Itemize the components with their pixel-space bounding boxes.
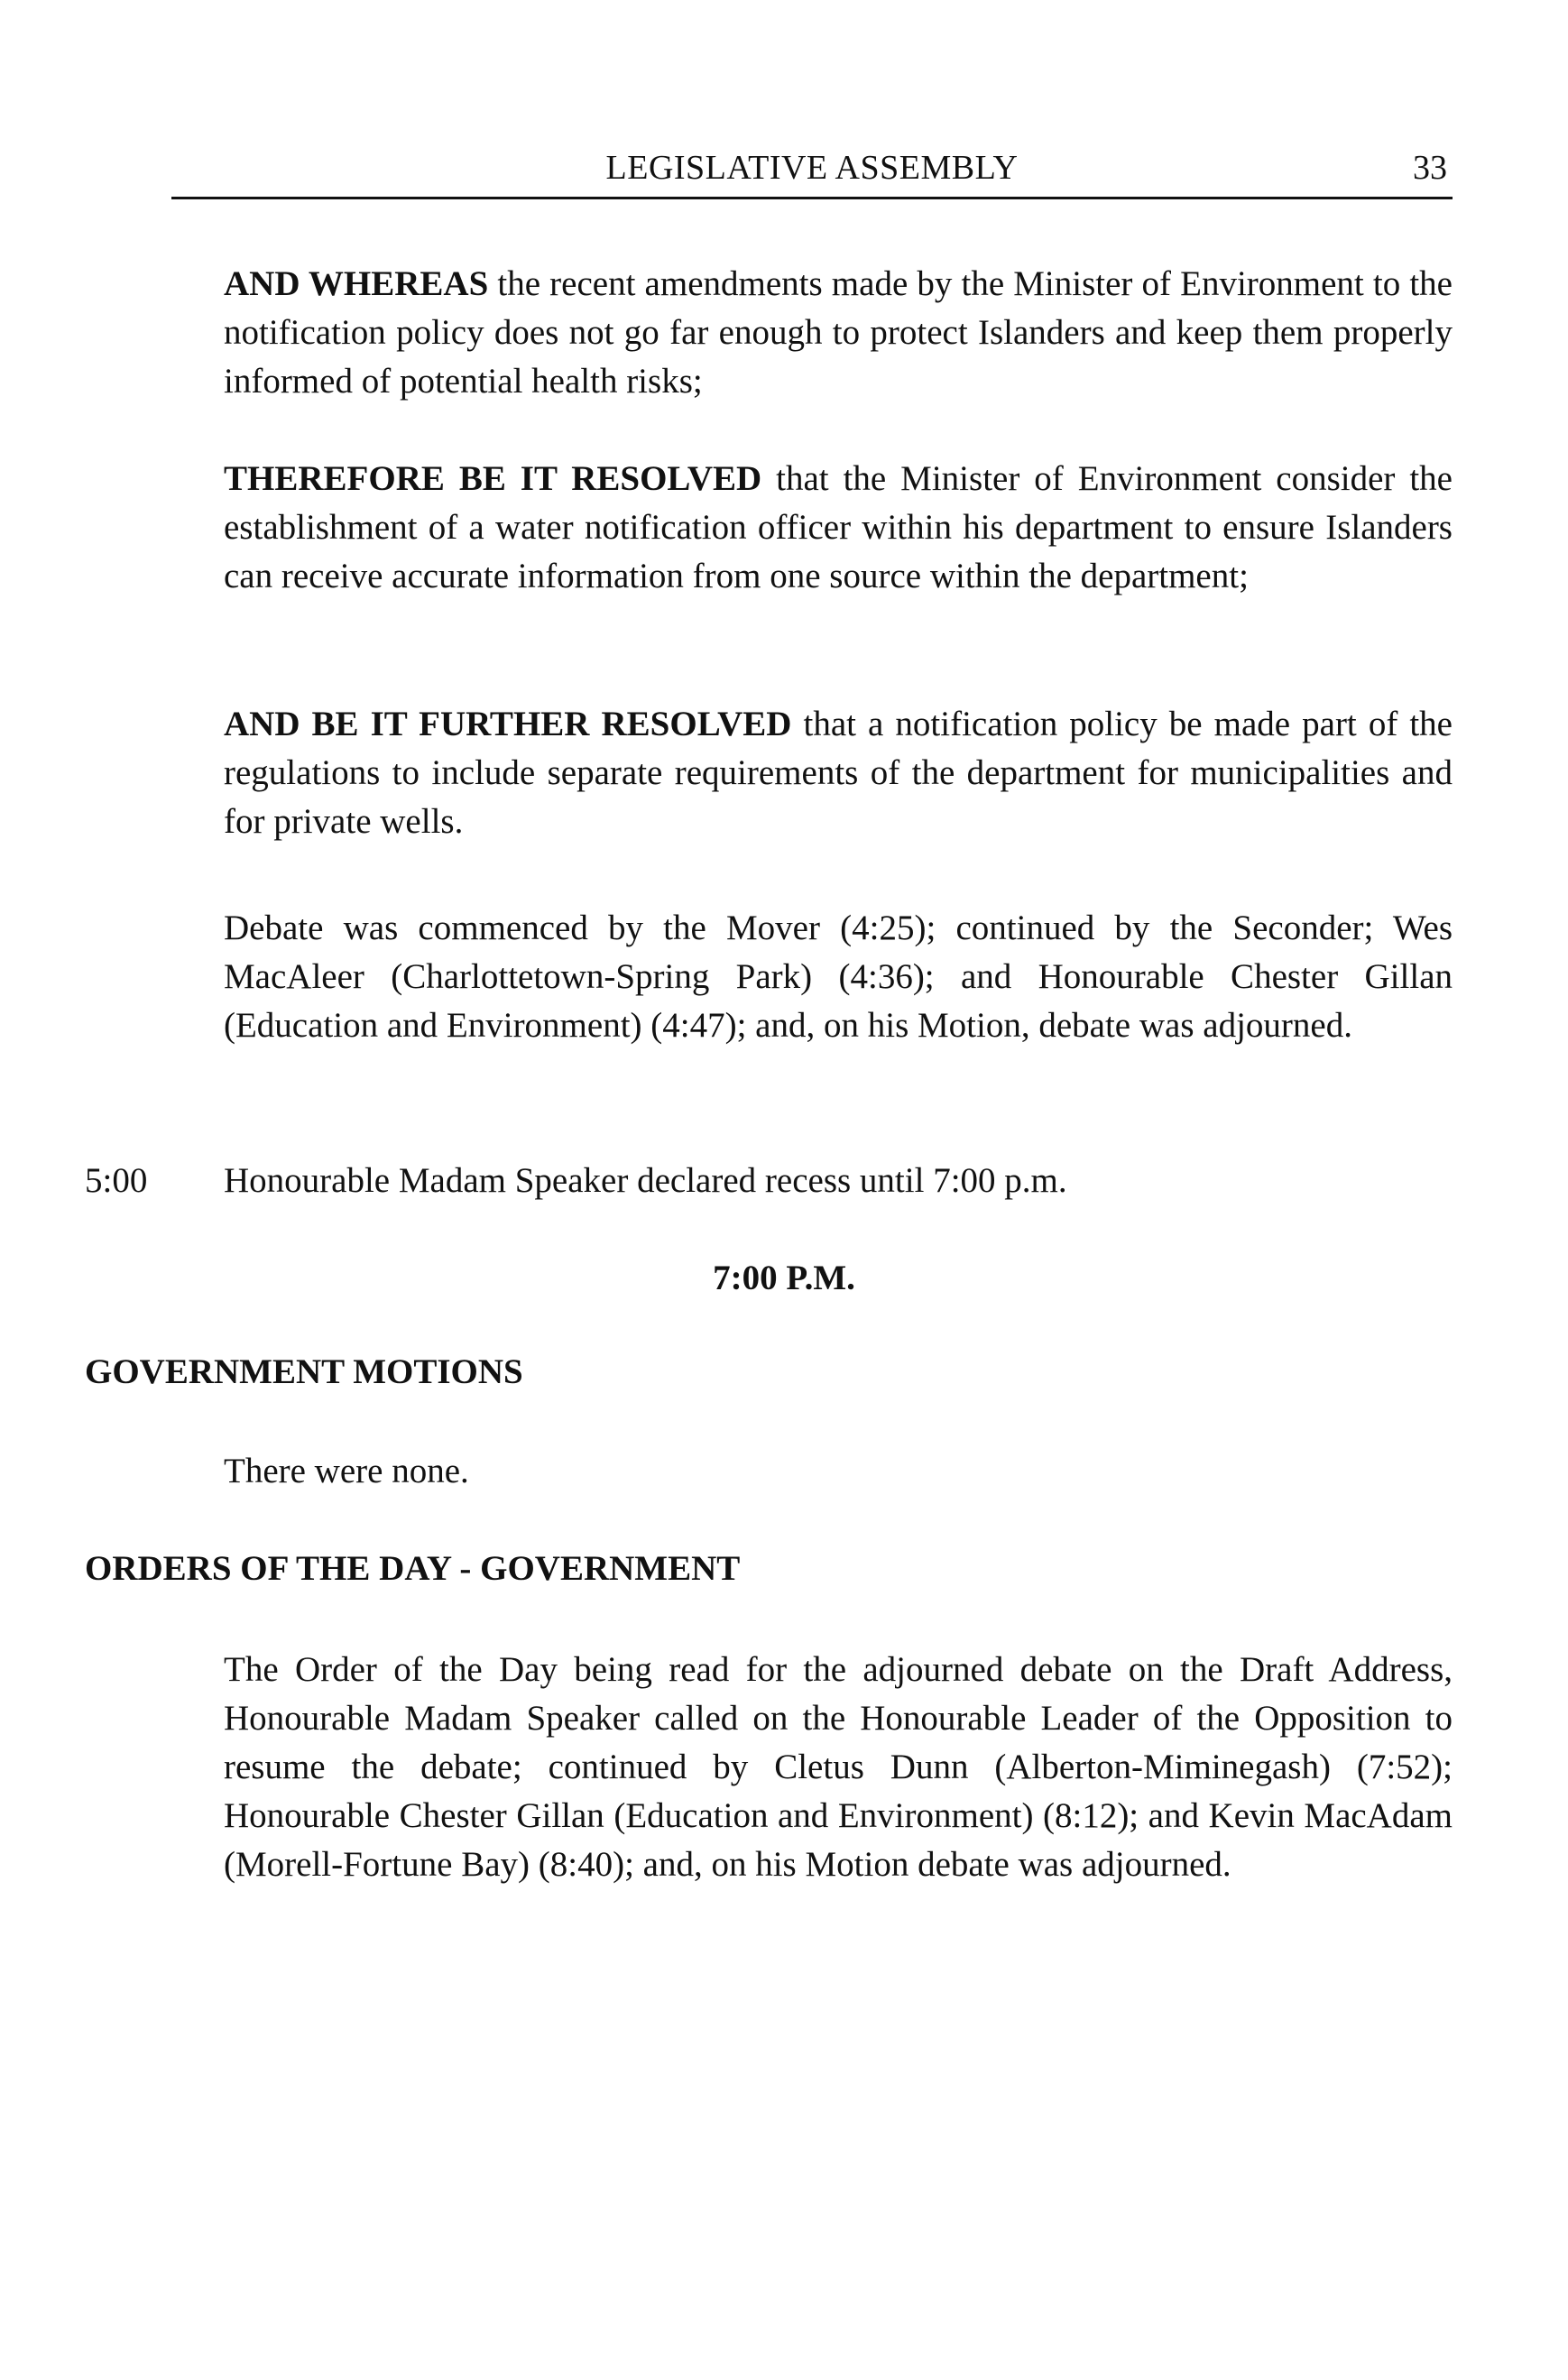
orders-of-the-day-text: The Order of the Day being read for the adjourned debate on the Draft Address, Honourable Madam Speaker called on the Honourable Leader of the Opposition to resume the debate; continued by Cletus Dunn (Alberton-Miminegash) (7:52); Honourable Chester Gillan (Education and Environment) (8:12); and Kevin MacAdam (Morell-Fortune Bay) (8:40); and, on his Motion debate was adjourned.	[224, 1650, 1453, 1884]
evening-time-heading: 7:00 P.M.	[713, 1259, 855, 1297]
further-text: that a notification policy be made part of the regulations to include separate requirements of the department for municipalities and for private wells.	[224, 705, 1453, 841]
debate-paragraph	[224, 904, 1453, 1050]
further-lead: AND BE IT FURTHER RESOLVED	[224, 705, 792, 743]
government-motions-heading: GOVERNMENT MOTIONS	[85, 1352, 523, 1391]
debate-text: Debate was commenced by the Mover (4:25); continued by the Seconder; Wes MacAleer (Charlottetown-Spring Park) (4:36); and Honourable Chester Gillan (Education and Environment) (4:47); and, on his Motion, debate was adjourned.	[224, 909, 1453, 1045]
government-motions-text: There were none.	[224, 1452, 469, 1490]
orders-of-the-day-heading: ORDERS OF THE DAY - GOVERNMENT	[85, 1549, 741, 1588]
whereas-paragraph	[224, 260, 1453, 406]
whereas-lead: AND WHEREAS	[224, 264, 489, 303]
whereas-text: the recent amendments made by the Minister of Environment to the notification policy does not go far enough to protect Islanders and keep them properly informed of potential health risks;	[224, 264, 1453, 401]
page-number: 33	[1413, 149, 1447, 187]
therefore-text: that the Minister of Environment consider the establishment of a water notification officer within his department to ensure Islanders can receive accurate information from one source within the department;	[224, 459, 1453, 595]
recess-text: Honourable Madam Speaker declared recess until 7:00 p.m.	[224, 1161, 1067, 1200]
recess-time: 5:00	[85, 1161, 148, 1200]
page-header	[171, 146, 1453, 199]
therefore-paragraph	[224, 455, 1453, 601]
further-paragraph	[224, 700, 1453, 846]
header-title: LEGISLATIVE ASSEMBLY	[605, 149, 1019, 187]
therefore-lead: THEREFORE BE IT RESOLVED	[224, 459, 762, 498]
